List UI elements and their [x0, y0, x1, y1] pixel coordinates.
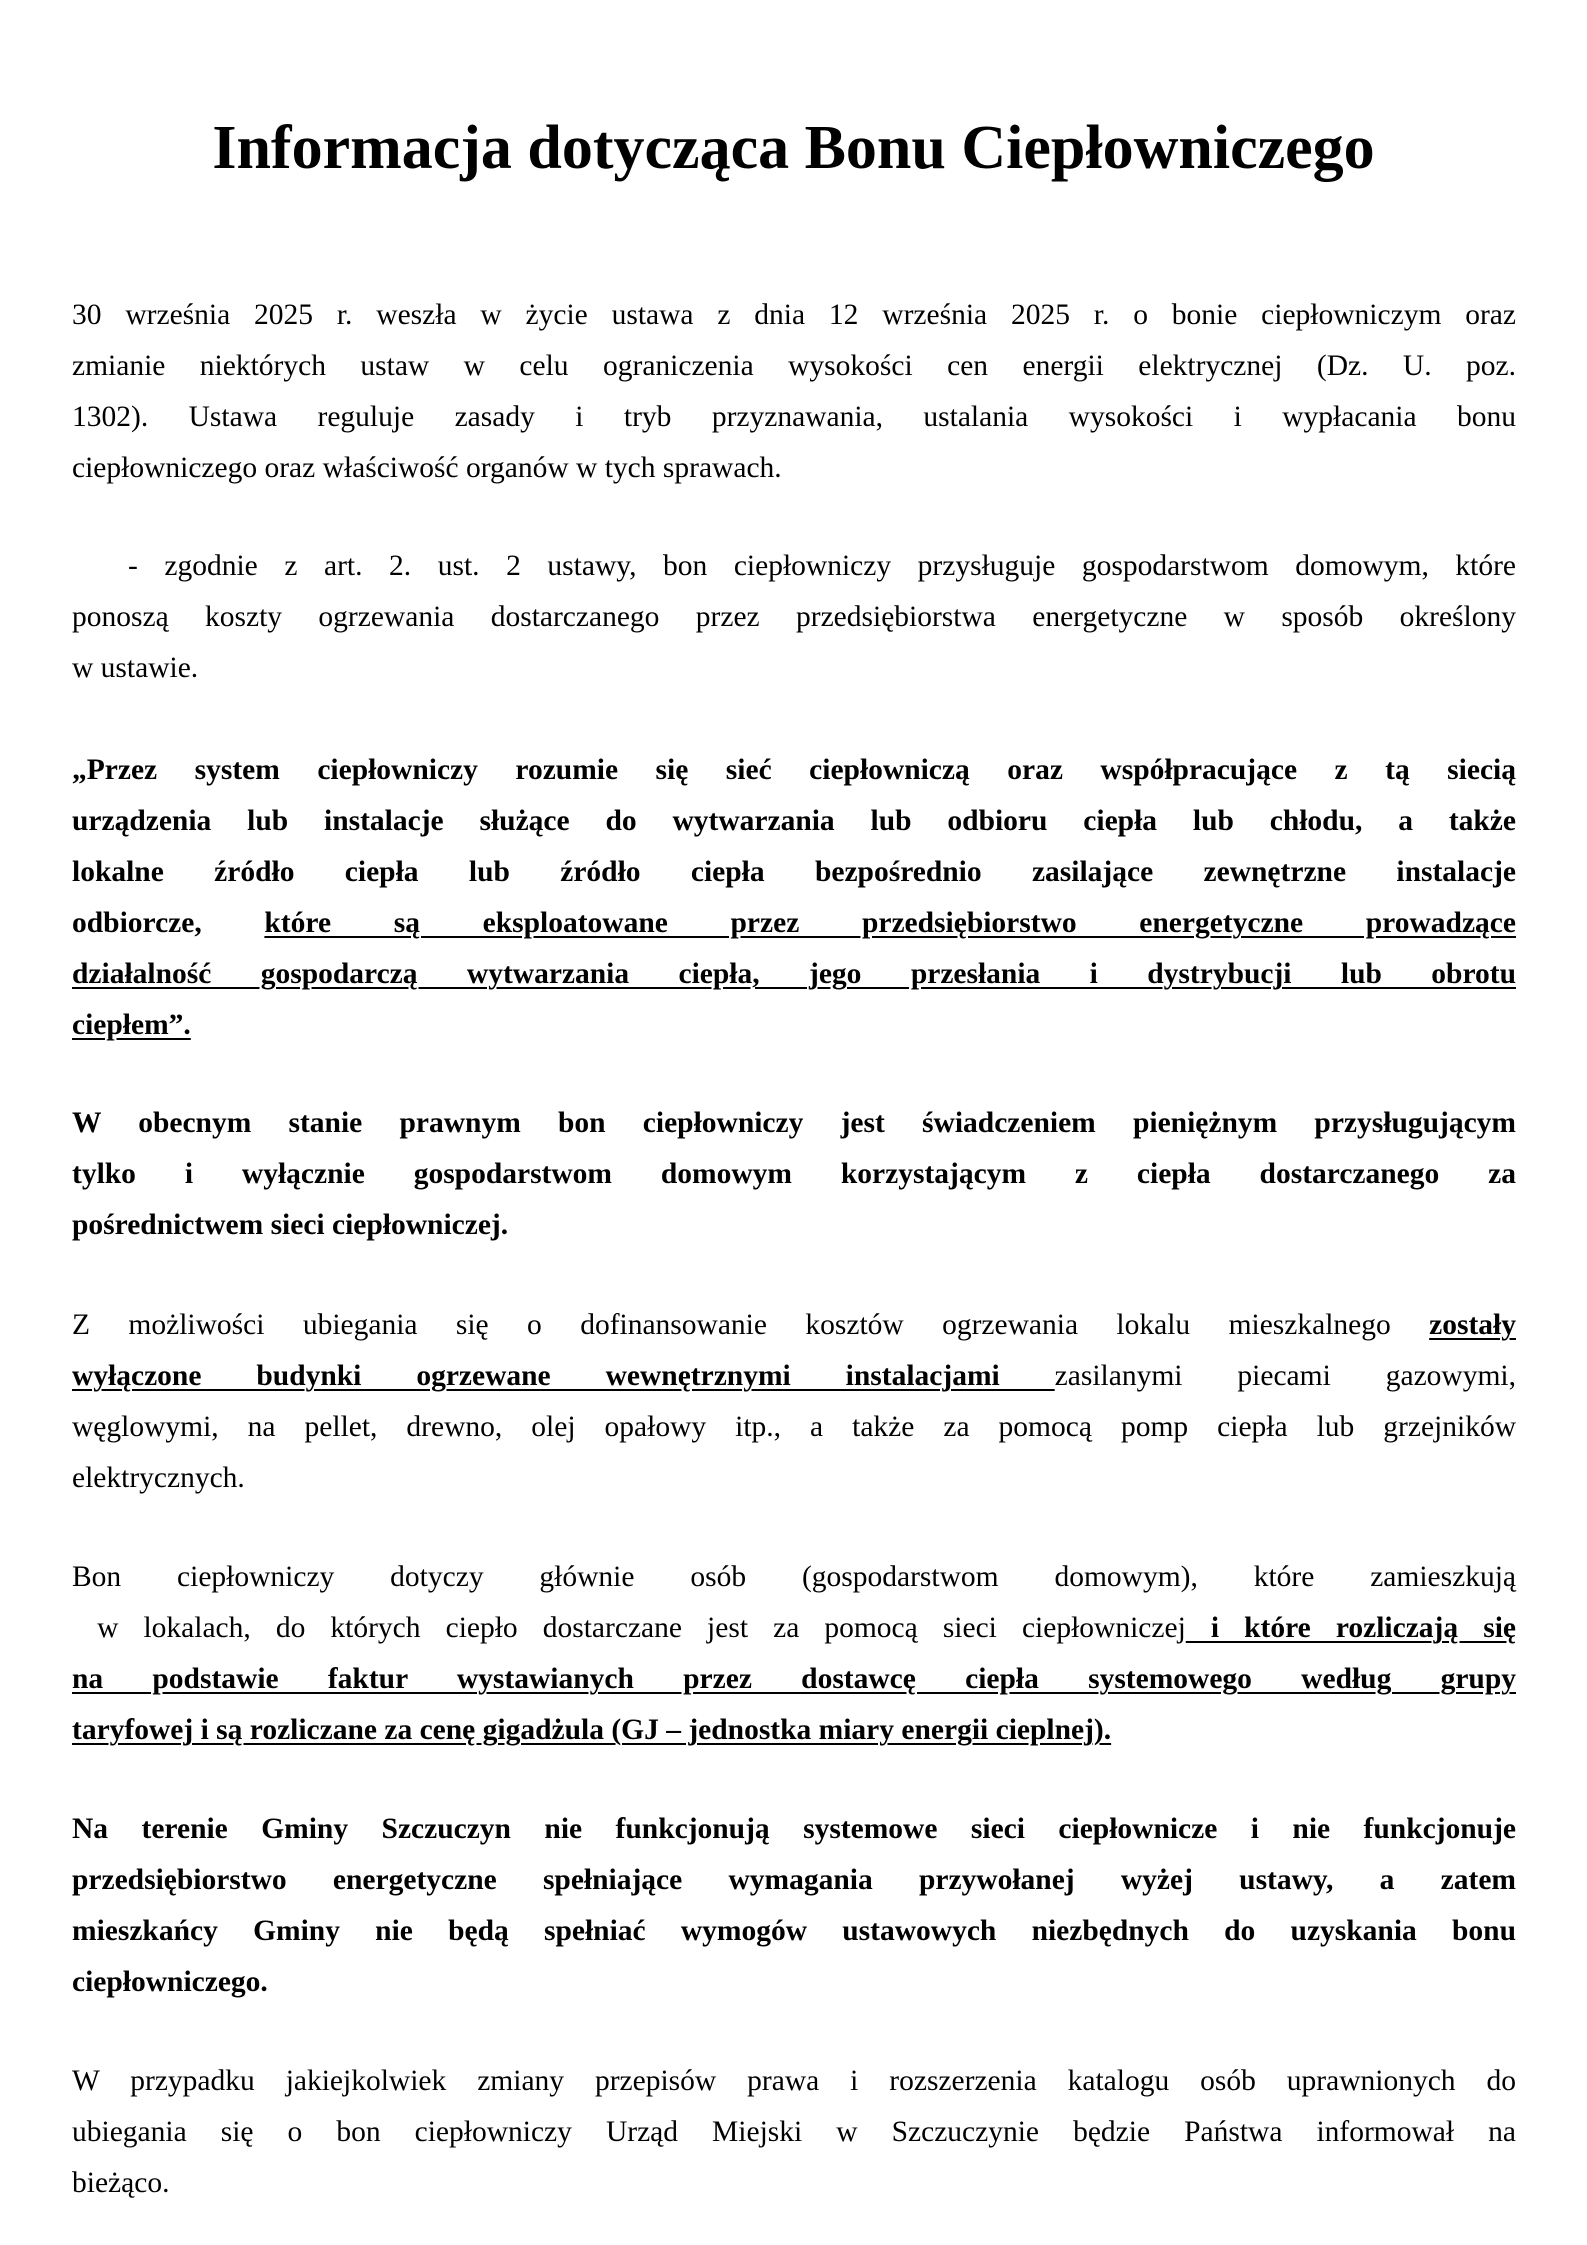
- text-segment: - zgodnie z art. 2. ust. 2 ustawy, bon ciepłowniczy przysługuje gospodarstwom domowym, które: [128, 550, 1516, 582]
- text-line: [72, 898, 1516, 949]
- text-line: [72, 2158, 1516, 2209]
- text-line: [72, 592, 1516, 643]
- text-line: [72, 290, 1516, 341]
- bold-text: mieszkańcy Gminy nie będą spełniać wymogów ustawowych niezbędnych do uzyskania bonu: [72, 1915, 1516, 1947]
- underlined-text: działalność gospodarczą wytwarzania ciepła, jego przesłania i dystrybucji lub obrotu: [72, 958, 1516, 990]
- text-line: [72, 2056, 1516, 2107]
- paragraph-p5: [72, 1300, 1516, 1504]
- text-segment: ponoszą koszty ogrzewania dostarczanego przez przedsiębiorstwa energetyczne w sposób określony: [72, 601, 1516, 633]
- underlined-text: i które rozliczają się: [1185, 1612, 1516, 1644]
- paragraph-p1: [72, 290, 1516, 494]
- bold-text: ciepłowniczego.: [72, 1966, 268, 1998]
- text-segment: węglowymi, na pellet, drewno, olej opałowy itp., a także za pomocą pomp ciepła lub grzejników: [72, 1411, 1516, 1443]
- text-segment: zmianie niektórych ustaw w celu ograniczenia wysokości cen energii elektrycznej (Dz. U. poz.: [72, 350, 1516, 382]
- text-segment: ubiegania się o bon ciepłowniczy Urząd Miejski w Szczuczynie będzie Państwa informował na: [72, 2116, 1516, 2148]
- bold-text: tylko i wyłącznie gospodarstwom domowym korzystającym z ciepła dostarczanego za: [72, 1158, 1516, 1190]
- text-segment: W przypadku jakiejkolwiek zmiany przepisów prawa i rozszerzenia katalogu osób uprawnionych do: [72, 2065, 1516, 2097]
- underlined-text: taryfowej i są rozliczane za cenę gigadżula (GJ – jednostka miary energii cieplnej).: [72, 1714, 1112, 1746]
- text-line: [72, 541, 1516, 592]
- text-line: [72, 1906, 1516, 1957]
- text-line: [72, 1000, 1516, 1051]
- text-line: [72, 1654, 1516, 1705]
- text-line: [72, 443, 1516, 494]
- text-segment: elektrycznych.: [72, 1462, 245, 1494]
- text-segment: zasilanymi piecami gazowymi,: [1054, 1360, 1516, 1392]
- text-segment: Z możliwości ubiegania się o dofinansowanie kosztów ogrzewania lokalu mieszkalnego: [72, 1309, 1430, 1341]
- paragraph-p7: [72, 1804, 1516, 2008]
- page-title: Informacja dotycząca Bonu Ciepłowniczego: [212, 114, 1375, 182]
- text-line: [72, 1098, 1516, 1149]
- text-line: [72, 1300, 1516, 1351]
- text-segment: bieżąco.: [72, 2167, 170, 2199]
- text-line: [72, 1149, 1516, 1200]
- text-line: [72, 796, 1516, 847]
- text-line: [72, 2107, 1516, 2158]
- text-segment: Bon ciepłowniczy dotyczy głównie osób (gospodarstwom domowym), które zamieszkują: [72, 1561, 1516, 1593]
- bold-text: pośrednictwem sieci ciepłowniczej.: [72, 1209, 509, 1241]
- bold-text: odbiorcze,: [72, 907, 265, 939]
- bold-text: przedsiębiorstwo energetyczne spełniające wymagania przywołanej wyżej ustawy, a zatem: [72, 1864, 1516, 1896]
- text-line: [72, 949, 1516, 1000]
- text-segment: 30 września 2025 r. weszła w życie ustawa z dnia 12 września 2025 r. o bonie ciepłowniczym oraz: [72, 299, 1516, 331]
- paragraph-p3: [72, 745, 1516, 1051]
- bold-text: lokalne źródło ciepła lub źródło ciepła bezpośrednio zasilające zewnętrzne instalacje: [72, 856, 1516, 888]
- bold-text: Na terenie Gminy Szczuczyn nie funkcjonują systemowe sieci ciepłownicze i nie funkcjonuje: [72, 1813, 1516, 1845]
- paragraph-p4: [72, 1098, 1516, 1251]
- text-line: [72, 1603, 1516, 1654]
- paragraph-p6: [72, 1552, 1516, 1756]
- text-line: [72, 1200, 1516, 1251]
- underlined-text: ciepłem”.: [72, 1009, 191, 1041]
- text-line: [72, 1402, 1516, 1453]
- text-line: [72, 1855, 1516, 1906]
- text-line: [72, 1957, 1516, 2008]
- bold-text: urządzenia lub instalacje służące do wytwarzania lub odbioru ciepła lub chłodu, a także: [72, 805, 1516, 837]
- underlined-text: które są eksploatowane przez przedsiębiorstwo energetyczne prowadzące: [264, 907, 1516, 939]
- bold-text: W obecnym stanie prawnym bon ciepłowniczy jest świadczeniem pieniężnym przysługującym: [72, 1107, 1516, 1139]
- underlined-text: zostały: [1429, 1309, 1516, 1341]
- text-segment: w lokalach, do których ciepło dostarczane jest za pomocą sieci ciepłowniczej: [72, 1612, 1186, 1644]
- text-line: [72, 1351, 1516, 1402]
- text-line: [72, 745, 1516, 796]
- underlined-text: na podstawie faktur wystawianych przez dostawcę ciepła systemowego według grupy: [72, 1663, 1516, 1695]
- text-line: [72, 392, 1516, 443]
- paragraph-p8: [72, 2056, 1516, 2209]
- text-line: [72, 643, 1516, 694]
- text-segment: 1302). Ustawa reguluje zasady i tryb przyznawania, ustalania wysokości i wypłacania bonu: [72, 401, 1516, 433]
- text-line: [72, 1552, 1516, 1603]
- bold-text: „Przez system ciepłowniczy rozumie się sieć ciepłowniczą oraz współpracujące z tą siecią: [72, 754, 1516, 786]
- text-line: [72, 341, 1516, 392]
- text-segment: ciepłowniczego oraz właściwość organów w tych sprawach.: [72, 452, 782, 484]
- underlined-text: wyłączone budynki ogrzewane wewnętrznymi instalacjami: [72, 1360, 1055, 1392]
- text-line: [72, 847, 1516, 898]
- paragraph-p2: [72, 541, 1516, 694]
- text-segment: w ustawie.: [72, 652, 199, 684]
- text-line: [72, 1705, 1516, 1756]
- text-line: [72, 1804, 1516, 1855]
- text-line: [72, 1453, 1516, 1504]
